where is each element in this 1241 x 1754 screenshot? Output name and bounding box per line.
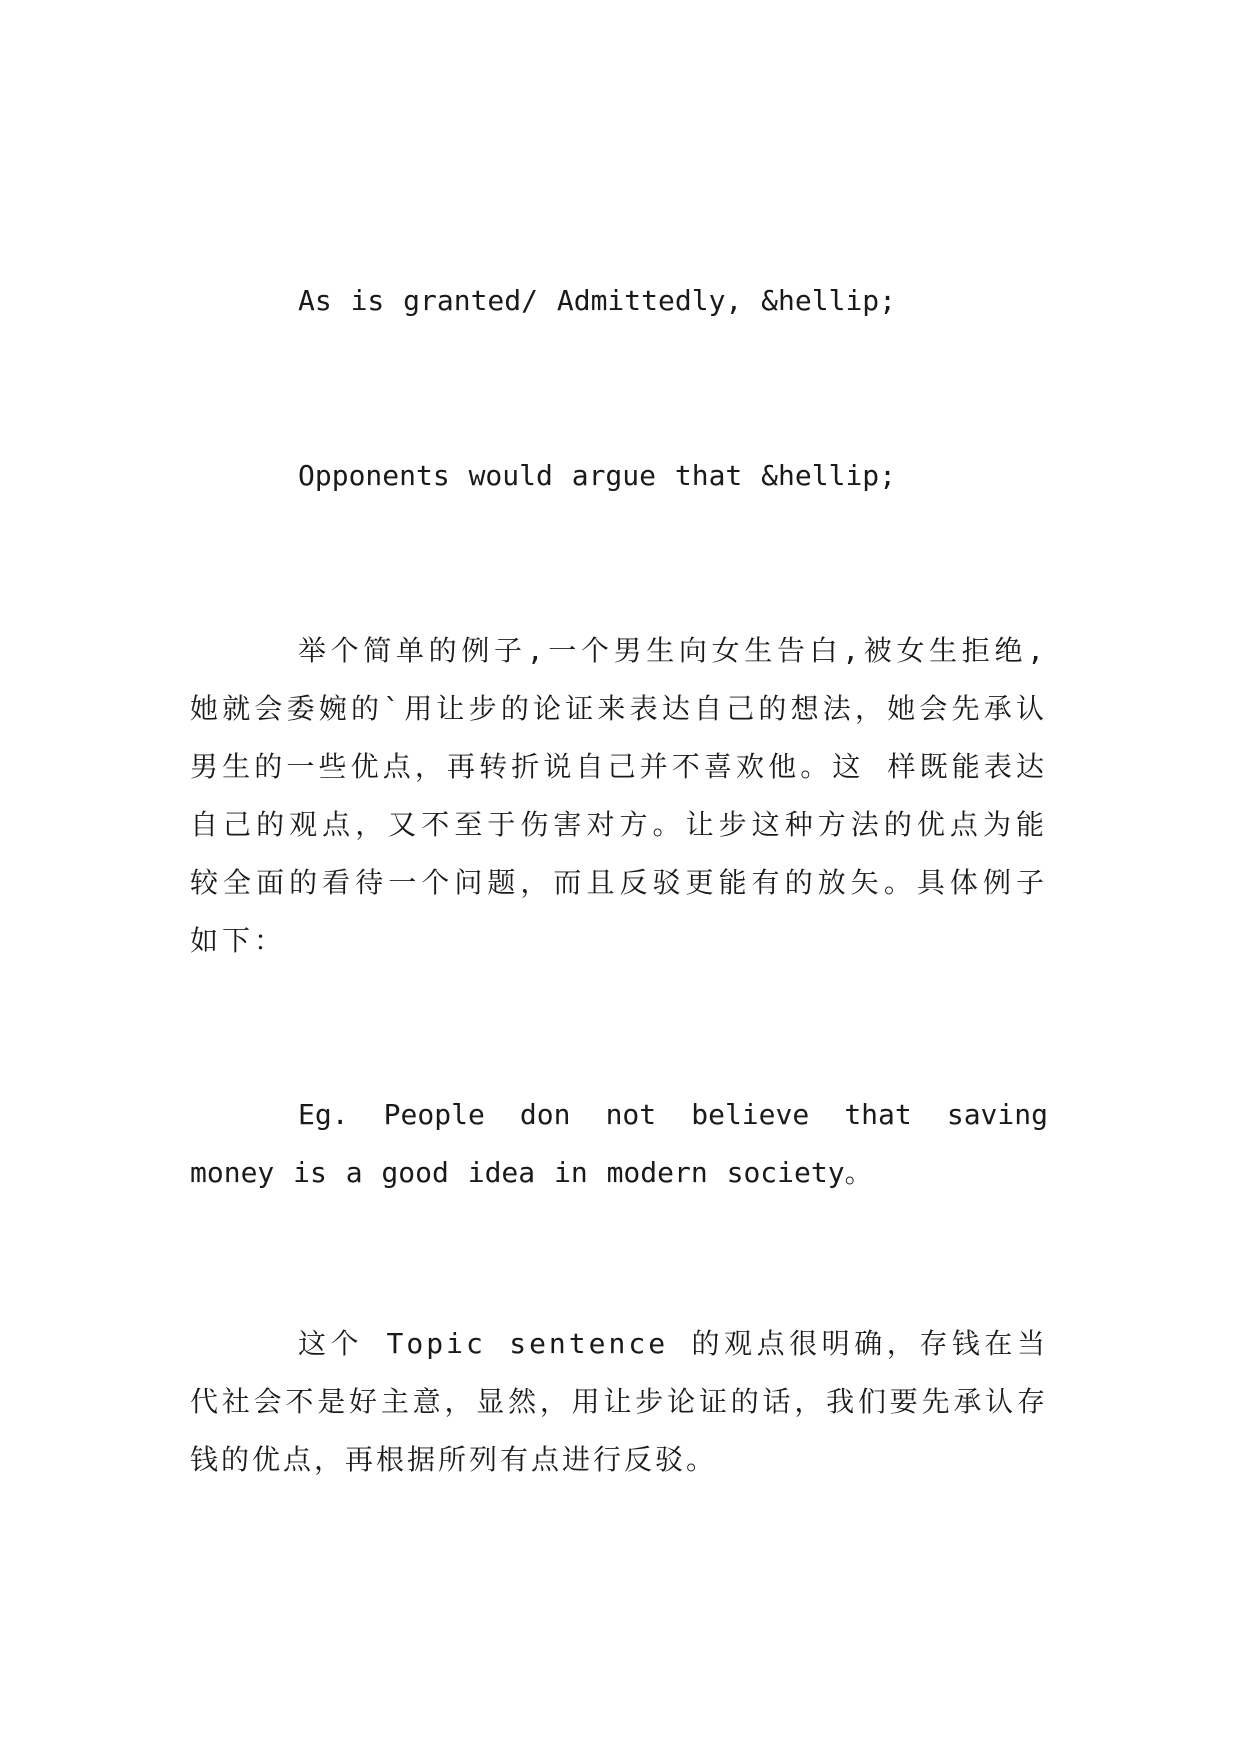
paragraph-topic-analysis: 这个 Topic sentence 的观点很明确，存钱在当代社会不是好主意，显然，用让步论证的话，我们要先承认存钱的优点，再根据所列有点进行反驳。 <box>190 1327 1048 1476</box>
paragraph-concession-phrase-1: As is granted/ Admittedly, &hellip; <box>298 284 897 317</box>
paragraph-explanation: 举个简单的例子,一个男生向女生告白,被女生拒绝,她就会委婉的`用让步的论证来表达自己的想法，她会先承认男生的一些优点，再转折说自己并不喜欢他。这 样既能表达自己的观点，又不至于伤害对方。让步这种方法的优点为能较全面的看待一个问题，而且反驳更能有的放矢。具体例子如下： <box>190 634 1048 957</box>
paragraph-example: Eg. People don not believe that saving money is a good idea in modern society。 <box>190 1098 1048 1189</box>
paragraph-concession-phrase-2: Opponents would argue that &hellip; <box>298 459 897 492</box>
